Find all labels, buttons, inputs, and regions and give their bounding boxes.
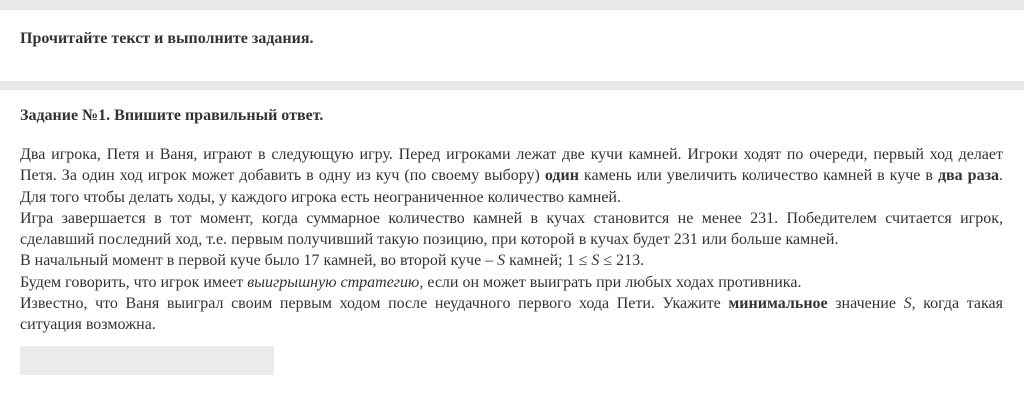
- top-separator: [0, 0, 1024, 10]
- text-fragment: . Для того чтобы делать ходы, у каждого игрока есть неограниченное количество камней.: [20, 167, 1003, 206]
- answer-input[interactable]: [20, 346, 274, 375]
- task-text: [20, 144, 1003, 336]
- intro-section: [0, 10, 1024, 81]
- variable-s: S: [497, 252, 506, 270]
- text-fragment: Два игрока, Петя и Ваня, играют в следующую игру. Перед игроками лежат две кучи камней. Игроки ходят по очереди, первый ход делает Петя. За один ход игрок может добавить в одну из куч (по своему выбору): [20, 146, 1003, 185]
- text-fragment: камней; 1 ≤: [505, 252, 592, 270]
- section-separator: [0, 81, 1024, 90]
- task-paragraph-definition: [20, 272, 1003, 293]
- emphasis-minimal: минимальное: [728, 295, 828, 313]
- text-fragment: Известно, что Ваня выиграл своим первым ходом после неудачного первого хода Пети. Укажите: [20, 295, 729, 313]
- text-fragment: , если он может выиграть при любых ходах противника.: [419, 273, 802, 291]
- text-fragment: В начальный момент в первой куче было 17 камней, во второй куче –: [20, 252, 498, 270]
- emphasis-one: один: [544, 167, 579, 185]
- text-fragment: ≤ 213.: [599, 252, 645, 270]
- term-winning-strategy: выигрышную стратегию: [247, 273, 420, 291]
- intro-title: Прочитайте текст и выполните задания.: [20, 30, 314, 47]
- text-fragment: значение: [827, 295, 904, 313]
- task-title: Задание №1. Впишите правильный ответ.: [20, 107, 324, 124]
- task-paragraph-end-condition: Игра завершается в тот момент, когда суммарное количество камней в кучах становится не менее 231. Победителем считается игрок, сделавший последний ход, т.е. первым получивший такую позицию, при которой в кучах будет 231 или больше камней.: [20, 209, 1003, 249]
- variable-s: S: [591, 252, 600, 270]
- text-fragment: камень или увеличить количество камней в куче в: [578, 167, 938, 185]
- variable-s: S: [903, 295, 912, 313]
- task-paragraph-question: [20, 293, 1003, 336]
- task-paragraph-rules: [20, 144, 1003, 208]
- text-fragment: Будем говорить, что игрок имеет: [20, 273, 248, 291]
- task-paragraph-initial: [20, 250, 1003, 271]
- emphasis-double: два раза: [937, 167, 999, 185]
- text-fragment: , когда такая ситуация возможна.: [20, 295, 1004, 334]
